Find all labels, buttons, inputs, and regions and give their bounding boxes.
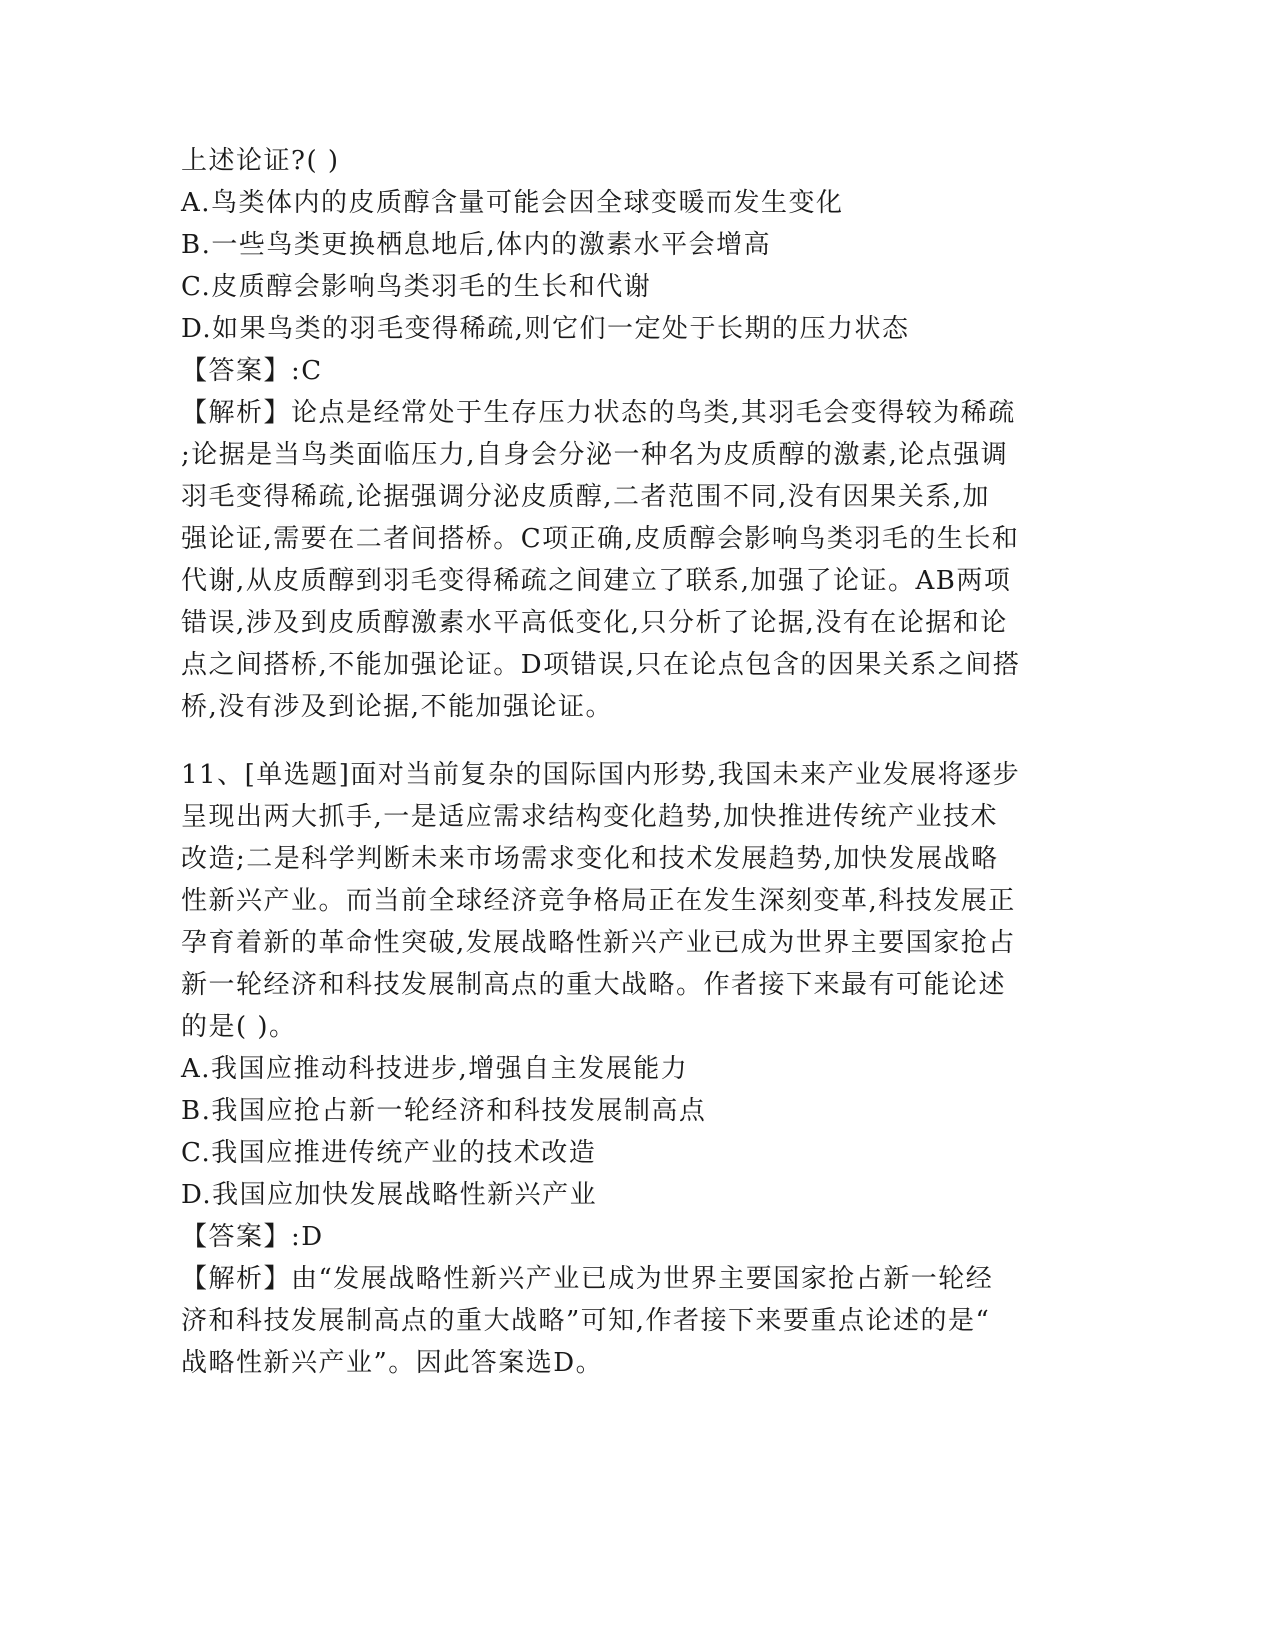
q11-stem-line: 11、[单选题]面对当前复杂的国际国内形势,我国未来产业发展将逐步	[181, 760, 1021, 790]
q11-stem-line: 新一轮经济和科技发展制高点的重大战略。作者接下来最有可能论述	[181, 970, 1007, 1000]
q10-stem-tail: 上述论证?( )	[181, 146, 340, 176]
q10-analysis-line: 羽毛变得稀疏,论据强调分泌皮质醇,二者范围不同,没有因果关系,加	[181, 482, 991, 512]
q11-stem-line: 改造;二是科学判断未来市场需求变化和技术发展趋势,加快发展战略	[181, 844, 999, 874]
q10-option-a: A.鸟类体内的皮质醇含量可能会因全球变暖而发生变化	[181, 188, 844, 218]
q10-analysis-line: 强论证,需要在二者间搭桥。C项正确,皮质醇会影响鸟类羽毛的生长和	[181, 524, 1020, 554]
q11-analysis-line: 战略性新兴产业”。因此答案选D。	[181, 1348, 604, 1378]
q11-option-a: A.我国应推动科技进步,增强自主发展能力	[181, 1054, 689, 1084]
q10-analysis-line: 代谢,从皮质醇到羽毛变得稀疏之间建立了联系,加强了论证。AB两项	[181, 566, 1012, 596]
q11-stem-line: 性新兴产业。而当前全球经济竞争格局正在发生深刻变革,科技发展正	[181, 886, 1016, 916]
q10-answer: 【答案】:C	[181, 356, 323, 386]
q10-analysis-line: 桥,没有涉及到论据,不能加强论证。	[181, 692, 614, 722]
q11-analysis-line: 【解析】由“发展战略性新兴产业已成为世界主要国家抢占新一轮经	[181, 1264, 994, 1294]
q10-option-c: C.皮质醇会影响鸟类羽毛的生长和代谢	[181, 272, 652, 302]
question-spacer	[181, 728, 1081, 754]
q11-analysis-line: 济和科技发展制高点的重大战略”可知,作者接下来要重点论述的是“	[181, 1306, 991, 1336]
q11-option-b: B.我国应抢占新一轮经济和科技发展制高点	[181, 1096, 707, 1126]
q10-analysis-line: 点之间搭桥,不能加强论证。D项错误,只在论点包含的因果关系之间搭	[181, 650, 1021, 680]
q11-stem-line: 的是( )。	[181, 1012, 297, 1042]
q10-option-d: D.如果鸟类的羽毛变得稀疏,则它们一定处于长期的压力状态	[181, 314, 910, 344]
q11-answer: 【答案】:D	[181, 1222, 324, 1252]
q11-stem-line: 孕育着新的革命性突破,发展战略性新兴产业已成为世界主要国家抢占	[181, 928, 1016, 958]
q10-analysis-line: ;论据是当鸟类面临压力,自身会分泌一种名为皮质醇的激素,论点强调	[181, 440, 1009, 470]
q11-option-c: C.我国应推进传统产业的技术改造	[181, 1138, 597, 1168]
q11-stem-line: 呈现出两大抓手,一是适应需求结构变化趋势,加快推进传统产业技术	[181, 802, 999, 832]
document-page	[181, 140, 1081, 1384]
q10-analysis-line: 【解析】论点是经常处于生存压力状态的鸟类,其羽毛会变得较为稀疏	[181, 398, 1016, 428]
q11-option-d: D.我国应加快发展战略性新兴产业	[181, 1180, 598, 1210]
q10-analysis-line: 错误,涉及到皮质醇激素水平高低变化,只分析了论据,没有在论据和论	[181, 608, 1008, 638]
q10-option-b: B.一些鸟类更换栖息地后,体内的激素水平会增高	[181, 230, 772, 260]
